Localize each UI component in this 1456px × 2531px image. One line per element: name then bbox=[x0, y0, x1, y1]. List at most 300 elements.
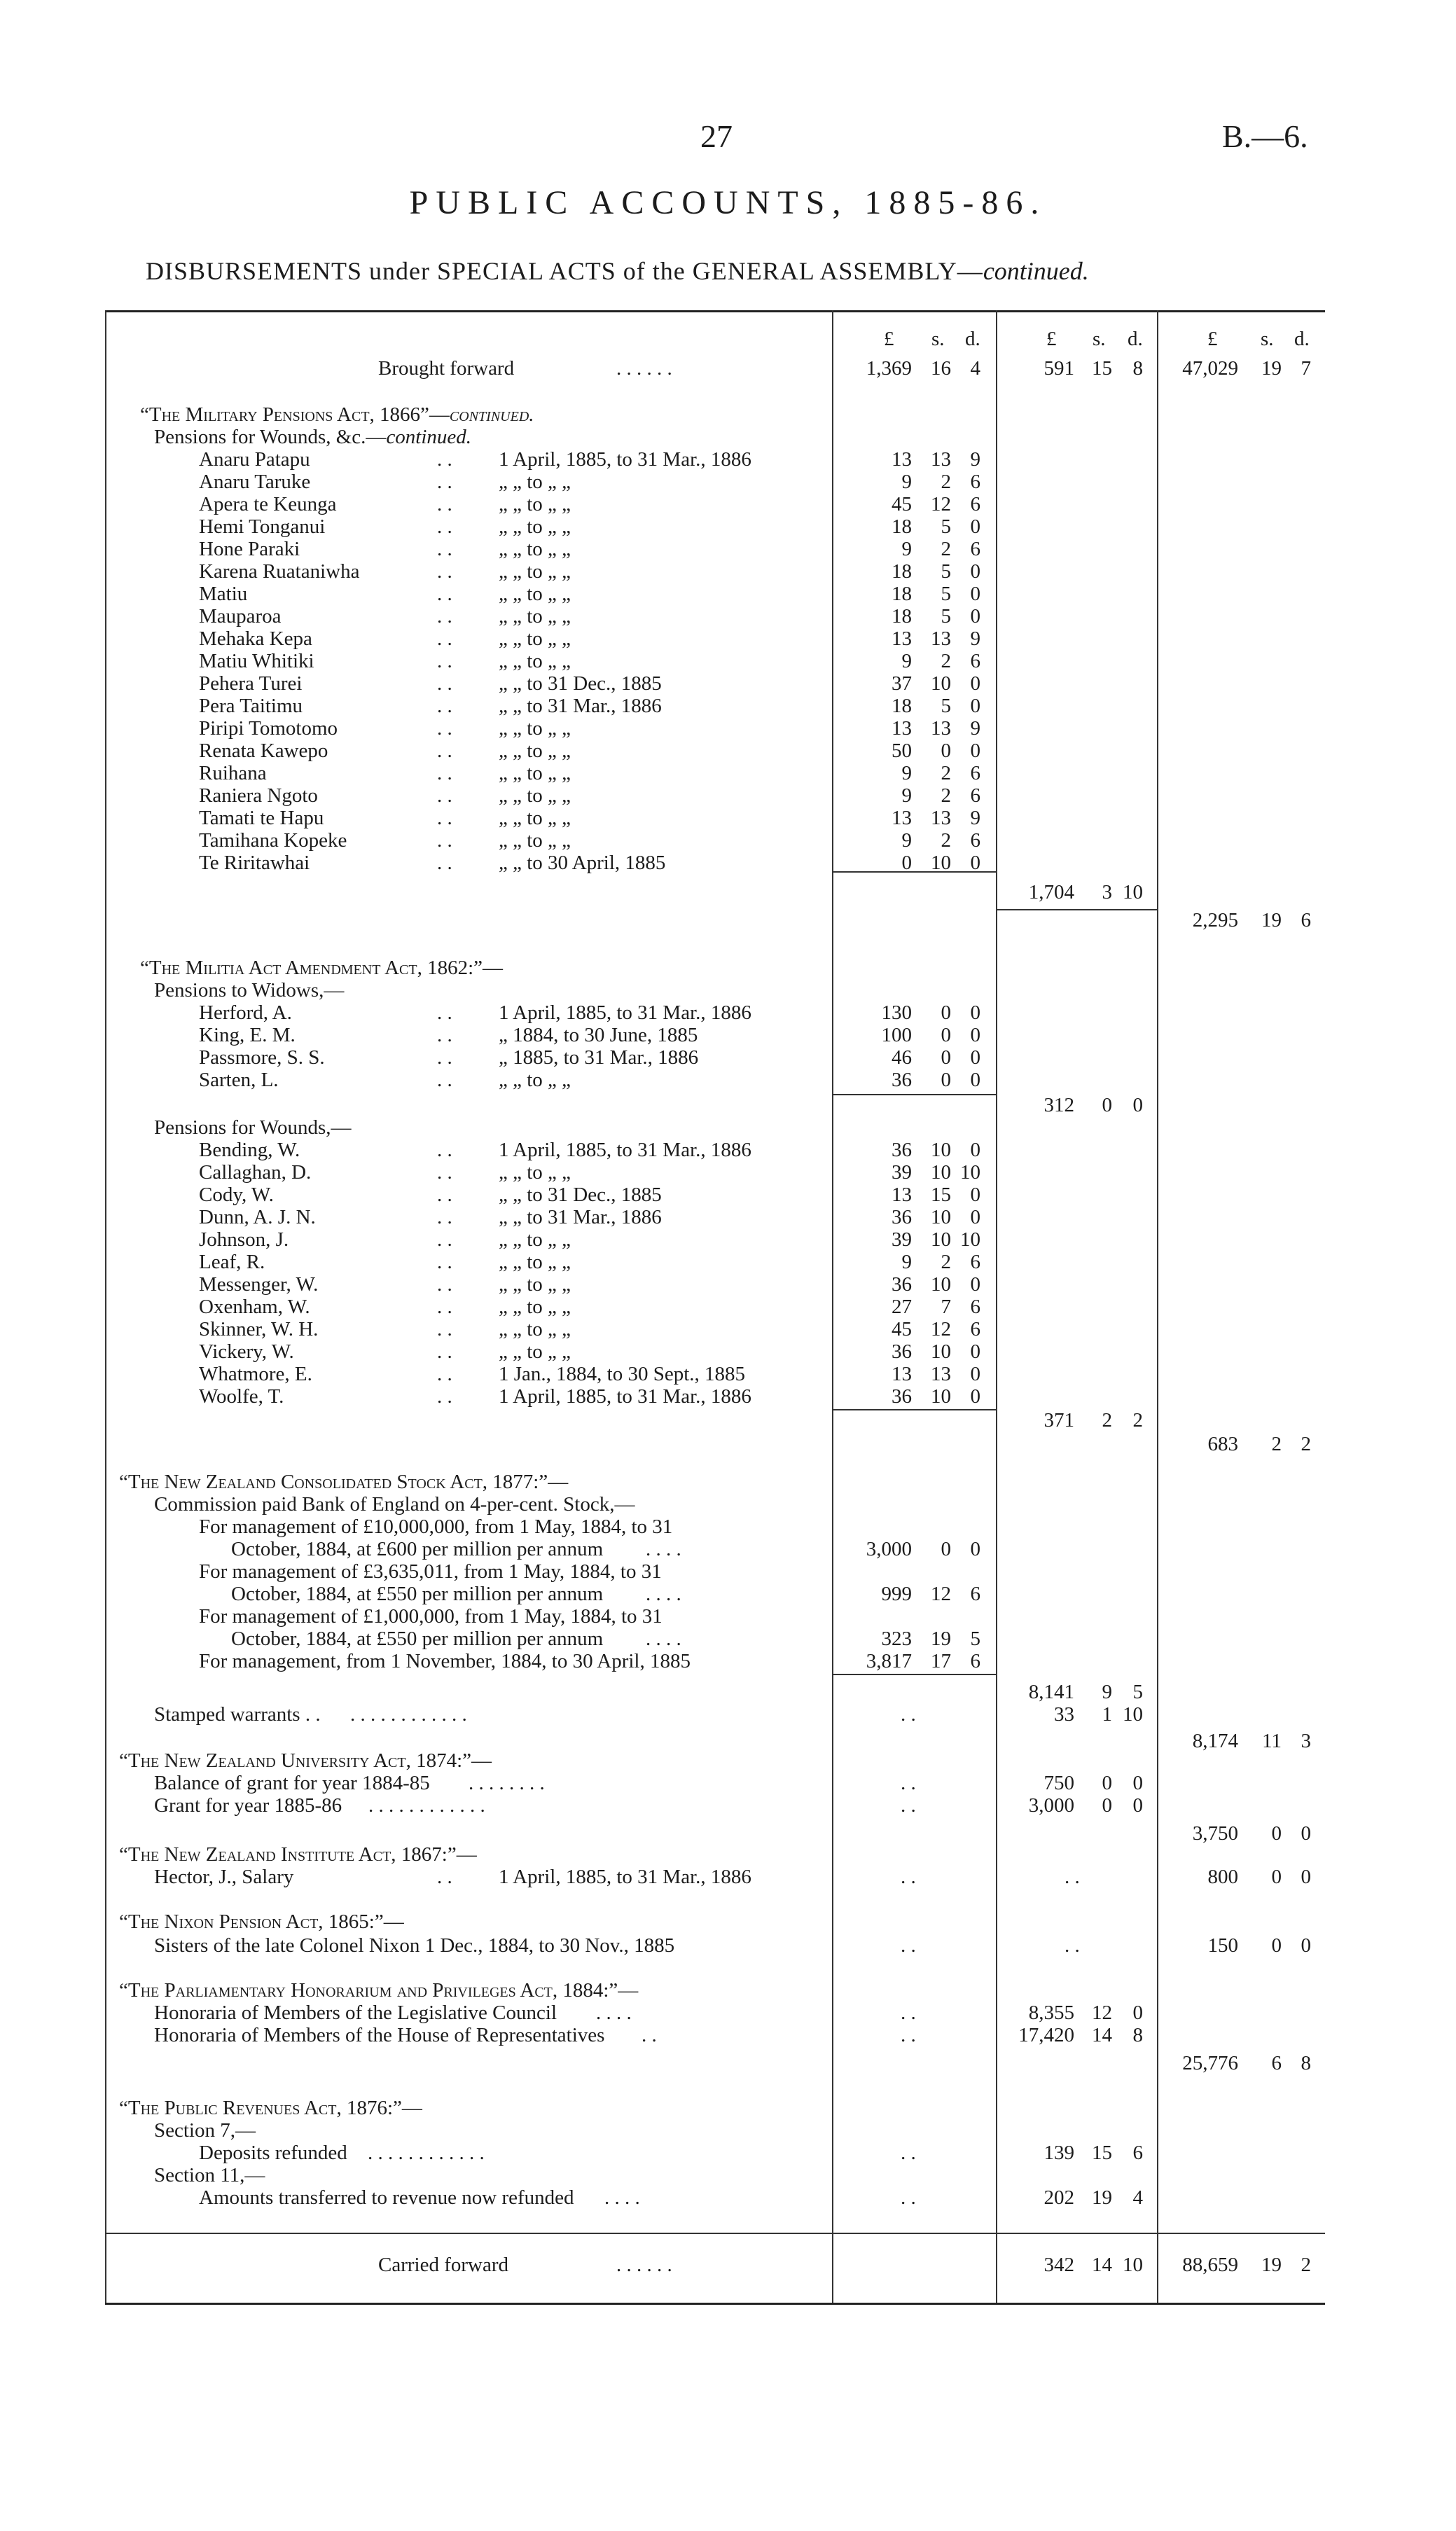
ledger-row bbox=[0, 1206, 1456, 1228]
col3-pence: 8 bbox=[1301, 2052, 1311, 2074]
col1-dots: . . bbox=[901, 2002, 916, 2024]
ledger-row bbox=[0, 1046, 1456, 1069]
col1-pence: 10 bbox=[960, 1161, 980, 1184]
row-label: Ruihana bbox=[199, 762, 267, 784]
col1-pounds: 13 bbox=[892, 627, 912, 650]
col1-pounds: 323 bbox=[881, 1628, 912, 1650]
col1-shillings: 10 bbox=[931, 1273, 951, 1296]
col1-pounds: 18 bbox=[892, 560, 912, 583]
leader-dots: . . bbox=[437, 1024, 452, 1046]
col3-shillings: 0 bbox=[1271, 1822, 1282, 1845]
row-label: Section 7,— bbox=[154, 2119, 256, 2142]
row-period: „ „ to 30 April, 1885 bbox=[499, 852, 666, 874]
leader-dots: . . bbox=[437, 1046, 452, 1069]
col3-pence: 7 bbox=[1301, 357, 1311, 380]
page-number: 27 bbox=[700, 118, 733, 154]
ledger-row bbox=[0, 852, 1456, 874]
row-label: Whatmore, E. bbox=[199, 1363, 312, 1385]
col1-dots: . . bbox=[901, 2142, 916, 2164]
leader-dots: . . bbox=[437, 471, 452, 493]
col1-shillings: 2 bbox=[941, 762, 951, 784]
row-label: “The New Zealand Consolidated Stock Act, 1877:”— bbox=[119, 1471, 569, 1493]
col1-shillings: 16 bbox=[931, 357, 951, 380]
row-period: „ „ to „ „ bbox=[499, 605, 571, 627]
row-period: „ „ to „ „ bbox=[499, 560, 571, 583]
row-label: Brought forward bbox=[378, 357, 515, 380]
col3-shillings: 0 bbox=[1271, 1934, 1282, 1957]
col1-pounds: 9 bbox=[901, 471, 912, 493]
leader-dots: . . bbox=[437, 1385, 452, 1408]
row-period: „ „ to „ „ bbox=[499, 829, 571, 852]
ledger-row bbox=[0, 357, 1456, 380]
row-label-continued: continued. bbox=[386, 426, 472, 448]
ledger-row bbox=[0, 762, 1456, 784]
col1-pence: 9 bbox=[970, 448, 980, 471]
col1-shillings: 10 bbox=[931, 1340, 951, 1363]
col2-shillings: 1 bbox=[1102, 1703, 1112, 1726]
row-period: „ „ to „ „ bbox=[499, 807, 571, 829]
col1-dots: . . bbox=[901, 1794, 916, 1817]
ledger-row bbox=[0, 1560, 1456, 1583]
col1-shillings: 2 bbox=[941, 784, 951, 807]
col2-pounds: 591 bbox=[1044, 357, 1074, 380]
col1-pounds: 9 bbox=[901, 762, 912, 784]
col1-shillings: 5 bbox=[941, 695, 951, 717]
col2-pence: 10 bbox=[1123, 1703, 1143, 1726]
ledger-row bbox=[0, 1979, 1456, 2002]
col1-shillings: 2 bbox=[941, 538, 951, 560]
row-label: For management of £3,635,011, from 1 May, 1884, to 31 bbox=[199, 1560, 662, 1583]
leader-dots: . . . . . . . . . . . . bbox=[368, 2142, 485, 2164]
col3-pence: 2 bbox=[1301, 1433, 1311, 1455]
row-label: Anaru Taruke bbox=[199, 471, 311, 493]
col1-pence: 9 bbox=[970, 627, 980, 650]
ledger-row bbox=[0, 909, 1456, 931]
row-label: Stamped warrants . . bbox=[154, 1703, 321, 1726]
col1-dots: . . bbox=[901, 1866, 916, 1888]
row-period: „ „ to „ „ bbox=[499, 1251, 571, 1273]
leader-dots: . . bbox=[437, 807, 452, 829]
col3-shillings: 0 bbox=[1271, 1866, 1282, 1888]
col1-pounds: 0 bbox=[901, 852, 912, 874]
col1-pence: 6 bbox=[970, 471, 980, 493]
leader-dots: . . bbox=[437, 1206, 452, 1228]
ledger-row bbox=[0, 1911, 1456, 1933]
col1-pounds: 27 bbox=[892, 1296, 912, 1318]
row-label: October, 1884, at £600 per million per annum bbox=[231, 1538, 604, 1560]
leader-dots: . . bbox=[437, 829, 452, 852]
col1-pounds: 36 bbox=[892, 1069, 912, 1091]
ledger-row bbox=[0, 538, 1456, 560]
col1-pence: 0 bbox=[970, 1024, 980, 1046]
row-label: Amounts transferred to revenue now refunded bbox=[199, 2186, 574, 2209]
row-period: „ „ to „ „ bbox=[499, 740, 571, 762]
row-period: „ „ to „ „ bbox=[499, 762, 571, 784]
ledger-row bbox=[0, 1433, 1456, 1455]
ledger-row bbox=[0, 560, 1456, 583]
col1-dots: . . bbox=[901, 1703, 916, 1726]
ledger-row bbox=[0, 448, 1456, 471]
col1-pence: 0 bbox=[970, 560, 980, 583]
row-label: Te Riritawhai bbox=[199, 852, 310, 874]
col1-shillings: 10 bbox=[931, 1385, 951, 1408]
ledger-row bbox=[0, 829, 1456, 852]
col3-pounds: 88,659 bbox=[1182, 2254, 1238, 2276]
ledger-row bbox=[0, 2052, 1456, 2074]
col1-pence: 0 bbox=[970, 1069, 980, 1091]
ledger-row bbox=[0, 1772, 1456, 1794]
leader-dots: . . bbox=[437, 515, 452, 538]
leader-dots: . . bbox=[437, 1866, 452, 1888]
ledger-row bbox=[0, 2002, 1456, 2024]
row-period: 1 April, 1885, to 31 Mar., 1886 bbox=[499, 1866, 751, 1888]
row-label: Woolfe, T. bbox=[199, 1385, 284, 1408]
leader-dots: . . bbox=[437, 1139, 452, 1161]
leader-dots: . . . . bbox=[604, 2186, 640, 2209]
col1-shillings: 0 bbox=[941, 1001, 951, 1024]
col1-pounds: 36 bbox=[892, 1340, 912, 1363]
leader-dots: . . bbox=[437, 1228, 452, 1251]
col2-shillings: 0 bbox=[1102, 1772, 1112, 1794]
leader-dots: . . bbox=[437, 1184, 452, 1206]
ledger-row bbox=[0, 1516, 1456, 1538]
row-label: “The Military Pensions Act, 1866”—continued. bbox=[140, 403, 534, 426]
ledger-row bbox=[0, 1184, 1456, 1206]
col2-shillings: 15 bbox=[1092, 2142, 1112, 2164]
ledger-row bbox=[0, 1024, 1456, 1046]
col1-pounds: 36 bbox=[892, 1385, 912, 1408]
ledger-row bbox=[0, 979, 1456, 1001]
col1-shillings: 0 bbox=[941, 1538, 951, 1560]
col1-pence: 6 bbox=[970, 650, 980, 672]
col1-shillings: 5 bbox=[941, 560, 951, 583]
col2-shillings: 0 bbox=[1102, 1094, 1112, 1116]
ledger-row bbox=[0, 515, 1456, 538]
row-label: Pensions for Wounds, &c.—continued. bbox=[154, 426, 472, 448]
leader-dots: . . bbox=[437, 717, 452, 740]
row-label: Mehaka Kepa bbox=[199, 627, 312, 650]
col3-pounds: 3,750 bbox=[1192, 1822, 1238, 1845]
col1-pence: 5 bbox=[970, 1628, 980, 1650]
col1-shillings: 5 bbox=[941, 515, 951, 538]
row-period: „ „ to „ „ bbox=[499, 1228, 571, 1251]
col1-shillings: 12 bbox=[931, 1583, 951, 1605]
col2-shillings: 15 bbox=[1092, 357, 1112, 380]
row-label: Passmore, S. S. bbox=[199, 1046, 325, 1069]
row-label: Vickery, W. bbox=[199, 1340, 294, 1363]
col1-shillings: 2 bbox=[941, 471, 951, 493]
col1-pence: 0 bbox=[970, 852, 980, 874]
row-period: „ „ to „ „ bbox=[499, 583, 571, 605]
row-label: “The Parliamentary Honorarium and Privileges Act, 1884:”— bbox=[119, 1979, 639, 2002]
ledger-row bbox=[0, 1340, 1456, 1363]
col2-shillings: 19 bbox=[1092, 2186, 1112, 2209]
row-label: King, E. M. bbox=[199, 1024, 296, 1046]
page-title: PUBLIC ACCOUNTS, 1885-86. bbox=[409, 184, 1047, 221]
ledger-row bbox=[0, 695, 1456, 717]
col1-pence: 0 bbox=[970, 583, 980, 605]
ledger-row bbox=[0, 1583, 1456, 1605]
col1-shillings: 5 bbox=[941, 583, 951, 605]
row-label: Hone Paraki bbox=[199, 538, 300, 560]
ledger-row bbox=[0, 493, 1456, 515]
row-label: Johnson, J. bbox=[199, 1228, 289, 1251]
col1-pounds: 36 bbox=[892, 1273, 912, 1296]
row-label: Piripi Tomotomo bbox=[199, 717, 338, 740]
ledger-row bbox=[0, 1650, 1456, 1672]
table-bottom-rule bbox=[105, 2303, 1325, 2305]
ledger-row bbox=[0, 403, 1456, 426]
col1-pounds: 39 bbox=[892, 1161, 912, 1184]
col3-shillings: 19 bbox=[1261, 357, 1282, 380]
leader-dots: . . . . . . . . . . . . bbox=[350, 1703, 467, 1726]
col2-shillings: 2 bbox=[1102, 1409, 1112, 1431]
ledger-row bbox=[0, 1094, 1456, 1116]
row-label: “The Public Revenues Act, 1876:”— bbox=[119, 2097, 422, 2119]
col1-pounds: 45 bbox=[892, 1318, 912, 1340]
col1-pounds: 50 bbox=[892, 740, 912, 762]
col1-pounds: 1,369 bbox=[866, 357, 912, 380]
col1-dots: . . bbox=[901, 1772, 916, 1794]
ledger-row bbox=[0, 426, 1456, 448]
row-label: Tamati te Hapu bbox=[199, 807, 324, 829]
col3-pounds: 2,295 bbox=[1192, 909, 1238, 931]
col2-pounds: 139 bbox=[1044, 2142, 1074, 2164]
row-period: „ „ to „ „ bbox=[499, 784, 571, 807]
row-label: Skinner, W. H. bbox=[199, 1318, 319, 1340]
col2-header-shillings: s. bbox=[1093, 328, 1106, 350]
ledger-row bbox=[0, 2119, 1456, 2142]
row-period: „ „ to „ „ bbox=[499, 493, 571, 515]
col1-shillings: 10 bbox=[931, 1228, 951, 1251]
col1-pence: 0 bbox=[970, 1385, 980, 1408]
leader-dots: . . bbox=[437, 1340, 452, 1363]
row-label: “The New Zealand Institute Act, 1867:”— bbox=[119, 1843, 477, 1866]
col1-shillings: 10 bbox=[931, 852, 951, 874]
col1-shillings: 12 bbox=[931, 493, 951, 515]
col2-pounds: 1,704 bbox=[1028, 881, 1074, 903]
col1-pence: 0 bbox=[970, 1340, 980, 1363]
leader-dots: . . . . . . bbox=[616, 357, 672, 380]
col2-shillings: 12 bbox=[1092, 2002, 1112, 2024]
row-label: Tamihana Kopeke bbox=[199, 829, 347, 852]
col1-pounds: 9 bbox=[901, 784, 912, 807]
col1-pence: 9 bbox=[970, 807, 980, 829]
leader-dots: . . . . . . . . . . . . bbox=[368, 1794, 485, 1817]
col1-pence: 0 bbox=[970, 1206, 980, 1228]
col2-pounds: 3,000 bbox=[1028, 1794, 1074, 1817]
col1-pence: 0 bbox=[970, 672, 980, 695]
row-label: Bending, W. bbox=[199, 1139, 300, 1161]
row-period: „ „ to 31 Dec., 1885 bbox=[499, 672, 662, 695]
row-label: Dunn, A. J. N. bbox=[199, 1206, 316, 1228]
page-subtitle bbox=[146, 256, 1089, 286]
row-label: Section 11,— bbox=[154, 2164, 265, 2186]
col1-shillings: 13 bbox=[931, 807, 951, 829]
leader-dots: . . bbox=[437, 1001, 452, 1024]
ledger-row bbox=[0, 1538, 1456, 1560]
leader-dots: . . bbox=[437, 448, 452, 471]
leader-dots: . . bbox=[437, 695, 452, 717]
leader-dots: . . bbox=[437, 1318, 452, 1340]
col1-pounds: 13 bbox=[892, 448, 912, 471]
row-period: „ „ to „ „ bbox=[499, 1069, 571, 1091]
row-label: Honoraria of Members of the Legislative Council bbox=[154, 2002, 557, 2024]
col3-pence: 2 bbox=[1301, 2254, 1311, 2276]
row-period: „ „ to „ „ bbox=[499, 471, 571, 493]
leader-dots: . . bbox=[437, 627, 452, 650]
col3-header-pounds: £ bbox=[1207, 328, 1218, 350]
col3-shillings: 6 bbox=[1271, 2052, 1282, 2074]
ledger-row bbox=[0, 957, 1456, 979]
col1-pence: 9 bbox=[970, 717, 980, 740]
col1-pounds: 3,817 bbox=[866, 1650, 912, 1672]
row-label: Commission paid Bank of England on 4-per-cent. Stock,— bbox=[154, 1493, 635, 1516]
col2-pence: 10 bbox=[1123, 2254, 1143, 2276]
col1-pounds: 130 bbox=[881, 1001, 912, 1024]
row-label: Pera Taitimu bbox=[199, 695, 303, 717]
ledger-row bbox=[0, 1843, 1456, 1866]
row-period: 1 April, 1885, to 31 Mar., 1886 bbox=[499, 1001, 751, 1024]
col1-shillings: 2 bbox=[941, 1251, 951, 1273]
leader-dots: . . bbox=[437, 1069, 452, 1091]
col1-pounds: 18 bbox=[892, 605, 912, 627]
col1-shillings: 0 bbox=[941, 740, 951, 762]
ledger-row bbox=[0, 471, 1456, 493]
ledger-row bbox=[0, 2254, 1456, 2276]
row-label: Deposits refunded bbox=[199, 2142, 347, 2164]
row-label: Renata Kawepo bbox=[199, 740, 328, 762]
row-label: Leaf, R. bbox=[199, 1251, 265, 1273]
ledger-row bbox=[0, 2164, 1456, 2186]
col2-header-pounds: £ bbox=[1046, 328, 1057, 350]
row-period: „ „ to „ „ bbox=[499, 1318, 571, 1340]
col1-pence: 0 bbox=[970, 1273, 980, 1296]
row-label: Cody, W. bbox=[199, 1184, 274, 1206]
row-label-continued: continued. bbox=[449, 403, 534, 426]
col1-header-shillings: s. bbox=[931, 328, 945, 350]
ledger-row bbox=[0, 1001, 1456, 1024]
row-period: „ „ to „ „ bbox=[499, 1161, 571, 1184]
row-period: „ „ to 31 Mar., 1886 bbox=[499, 1206, 662, 1228]
col2-pence: 8 bbox=[1132, 357, 1143, 380]
col2-shillings: 9 bbox=[1102, 1681, 1112, 1703]
col2-pence: 0 bbox=[1132, 1794, 1143, 1817]
row-period: 1 April, 1885, to 31 Mar., 1886 bbox=[499, 448, 751, 471]
leader-dots: . . . . bbox=[646, 1538, 681, 1560]
col1-pence: 0 bbox=[970, 1139, 980, 1161]
row-label: For management of £1,000,000, from 1 May, 1884, to 31 bbox=[199, 1605, 663, 1628]
row-label: Balance of grant for year 1884-85 bbox=[154, 1772, 430, 1794]
row-label: Hemi Tonganui bbox=[199, 515, 326, 538]
col1-shillings: 13 bbox=[931, 717, 951, 740]
col1-pence: 0 bbox=[970, 1538, 980, 1560]
subtitle-main: DISBURSEMENTS under SPECIAL ACTS of the GENERAL ASSEMBLY— bbox=[146, 257, 983, 285]
ledger-row bbox=[0, 1363, 1456, 1385]
leader-dots: . . bbox=[642, 2024, 657, 2046]
ledger-row bbox=[0, 1628, 1456, 1650]
leader-dots: . . bbox=[437, 1363, 452, 1385]
row-period: 1 April, 1885, to 31 Mar., 1886 bbox=[499, 1139, 751, 1161]
leader-dots: . . bbox=[437, 583, 452, 605]
row-label: “The New Zealand University Act, 1874:”— bbox=[119, 1749, 492, 1772]
row-label: Carried forward bbox=[378, 2254, 508, 2276]
col3-shillings: 2 bbox=[1271, 1433, 1282, 1455]
col1-pence: 6 bbox=[970, 1251, 980, 1273]
ledger-row bbox=[0, 2097, 1456, 2119]
col3-pounds: 25,776 bbox=[1182, 2052, 1238, 2074]
col2-pounds: 371 bbox=[1044, 1409, 1074, 1431]
col1-shillings: 10 bbox=[931, 672, 951, 695]
ledger-row bbox=[0, 1228, 1456, 1251]
row-label: Messenger, W. bbox=[199, 1273, 319, 1296]
col2-pounds: 202 bbox=[1044, 2186, 1074, 2209]
col2-pence: 0 bbox=[1132, 1094, 1143, 1116]
col1-shillings: 17 bbox=[931, 1650, 951, 1672]
col1-header-pence: d. bbox=[965, 328, 980, 350]
col3-pounds: 8,174 bbox=[1192, 1730, 1238, 1752]
leader-dots: . . bbox=[437, 538, 452, 560]
col3-pence: 0 bbox=[1301, 1866, 1311, 1888]
leader-dots: . . bbox=[437, 1296, 452, 1318]
ledger-row bbox=[0, 1471, 1456, 1493]
ledger-row bbox=[0, 740, 1456, 762]
col1-dots: . . bbox=[901, 2024, 916, 2046]
col1-pence: 6 bbox=[970, 538, 980, 560]
col3-shillings: 11 bbox=[1262, 1730, 1282, 1752]
col2-shillings: 14 bbox=[1092, 2254, 1112, 2276]
row-label: Sarten, L. bbox=[199, 1069, 279, 1091]
col2-shillings: 14 bbox=[1092, 2024, 1112, 2046]
row-period: 1 April, 1885, to 31 Mar., 1886 bbox=[499, 1385, 751, 1408]
ledger-row bbox=[0, 1681, 1456, 1703]
ledger-row bbox=[0, 1866, 1456, 1888]
row-period: 1 Jan., 1884, to 30 Sept., 1885 bbox=[499, 1363, 746, 1385]
ledger-row bbox=[0, 1385, 1456, 1408]
row-period: „ „ to „ „ bbox=[499, 1340, 571, 1363]
leader-dots: . . . . bbox=[646, 1628, 681, 1650]
row-label: Matiu bbox=[199, 583, 248, 605]
leader-dots: . . bbox=[437, 852, 452, 874]
col2-pounds: 342 bbox=[1044, 2254, 1074, 2276]
ledger-row bbox=[0, 2024, 1456, 2046]
ledger-row bbox=[0, 881, 1456, 903]
col1-pounds: 9 bbox=[901, 829, 912, 852]
col1-pounds: 18 bbox=[892, 515, 912, 538]
col1-pounds: 9 bbox=[901, 1251, 912, 1273]
row-period: „ „ to „ „ bbox=[499, 538, 571, 560]
row-label: “The Militia Act Amendment Act, 1862:”— bbox=[140, 957, 504, 979]
ledger-row bbox=[0, 2186, 1456, 2209]
col1-pence: 6 bbox=[970, 493, 980, 515]
leader-dots: . . bbox=[437, 1273, 452, 1296]
col1-shillings: 0 bbox=[941, 1046, 951, 1069]
row-label: Pehera Turei bbox=[199, 672, 303, 695]
col2-pence: 8 bbox=[1132, 2024, 1143, 2046]
col3-header-pence: d. bbox=[1294, 328, 1310, 350]
col1-shillings: 13 bbox=[931, 627, 951, 650]
col2-pounds: 17,420 bbox=[1018, 2024, 1074, 2046]
col1-pence: 6 bbox=[970, 784, 980, 807]
col1-shillings: 7 bbox=[941, 1296, 951, 1318]
col1-pence: 6 bbox=[970, 1583, 980, 1605]
col2-header-pence: d. bbox=[1128, 328, 1143, 350]
row-label: Mauparoa bbox=[199, 605, 282, 627]
col2-pence: 10 bbox=[1123, 881, 1143, 903]
col1-pounds: 9 bbox=[901, 650, 912, 672]
row-label: Karena Ruataniwha bbox=[199, 560, 360, 583]
ledger-row bbox=[0, 1822, 1456, 1845]
